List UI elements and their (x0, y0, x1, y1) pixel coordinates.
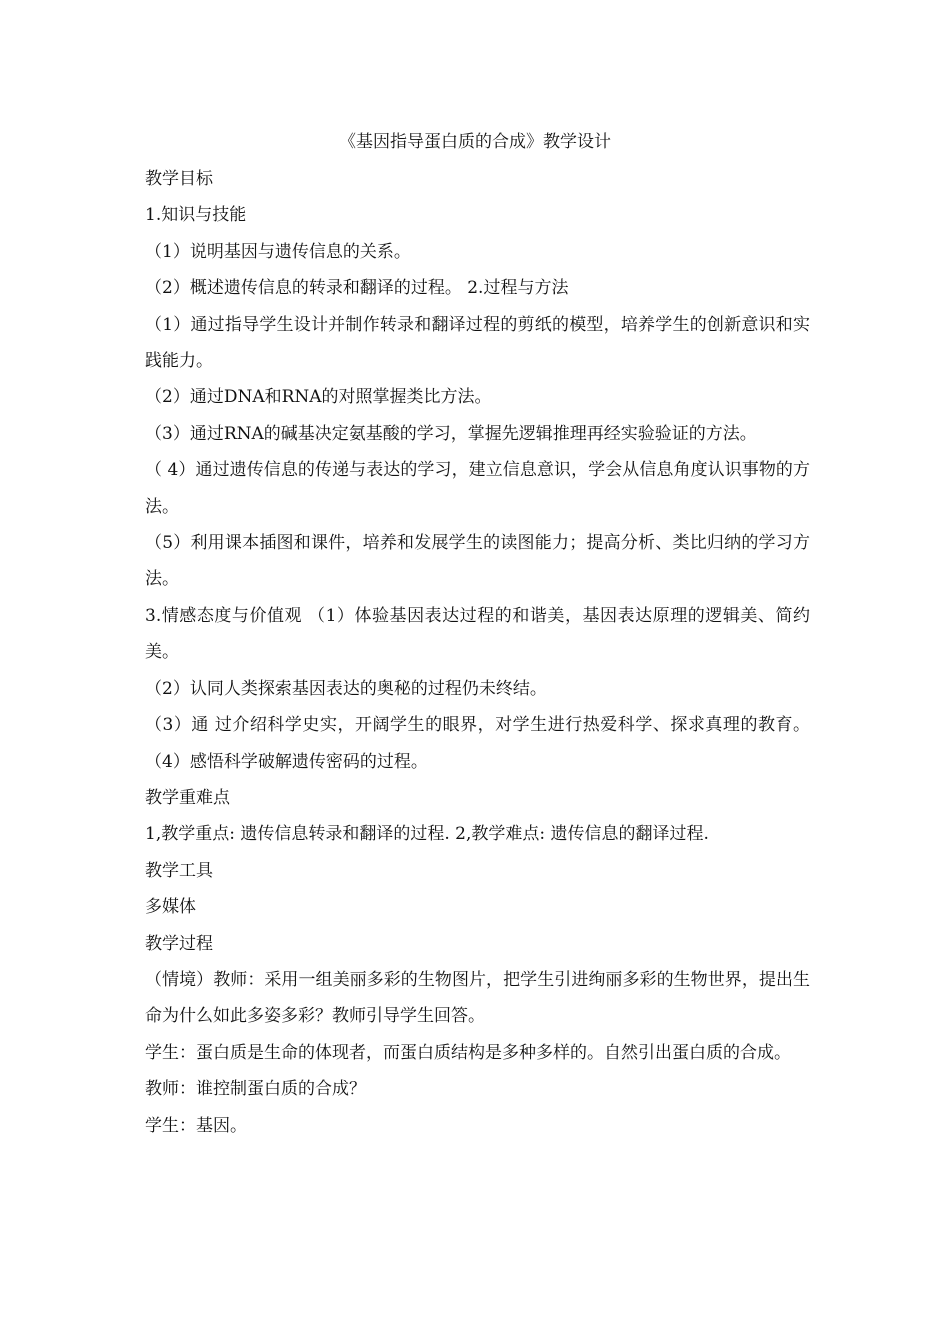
paragraph: （2）通过DNA和RNA的对照掌握类比方法。 (145, 387, 492, 408)
paragraph: （1）说明基因与遗传信息的关系。 (145, 241, 411, 262)
paragraph: （2）认同人类探索基因表达的奥秘的过程仍未终结。 (145, 678, 547, 699)
document-body (145, 161, 810, 1144)
heading-tools: 教学工具 (145, 860, 213, 881)
paragraph: （3）通过RNA的碱基决定氨基酸的学习，掌握先逻辑推理再经实验验证的方法。 (145, 423, 757, 444)
paragraph: （1）通过指导学生设计并制作转录和翻译过程的剪纸的模型，培养学生的创新意识和实践能力。 (145, 314, 810, 372)
paragraph: 多媒体 (145, 897, 196, 918)
paragraph: （情境）教师：采用一组美丽多彩的生物图片，把学生引进绚丽多彩的生物世界，提出生命为什么如此多姿多彩？教师引导学生回答。 (145, 969, 810, 1027)
paragraph: 学生：蛋白质是生命的体现者，而蛋白质结构是多种多样的。自然引出蛋白质的合成。 (145, 1042, 791, 1063)
paragraph: （3）通 过介绍科学史实，开阔学生的眼界，对学生进行热爱科学、探求真理的教育。 （4）感悟科学破解遗传密码的过程。 (145, 715, 810, 772)
paragraph: 1,教学重点: 遗传信息转录和翻译的过程. 2,教学难点: 遗传信息的翻译过程. (145, 824, 709, 845)
document-title: 《基因指导蛋白质的合成》教学设计 (339, 132, 611, 152)
paragraph: （5）利用课本插图和课件，培养和发展学生的读图能力；提高分析、类比归纳的学习方法。 (145, 533, 810, 590)
paragraph: 1.知识与技能 (145, 205, 247, 226)
paragraph: 学生：基因。 (145, 1115, 247, 1136)
heading-objectives: 教学目标 (145, 169, 213, 189)
heading-process: 教学过程 (145, 933, 213, 954)
paragraph: 教师：谁控制蛋白质的合成？ (145, 1079, 366, 1100)
paragraph: 3.情感态度与价值观 （1）体验基因表达过程的和谐美，基因表达原理的逻辑美、简约美。 (145, 605, 810, 663)
paragraph: （ 4）通过遗传信息的传递与表达的学习，建立信息意识，学会从信息角度认识事物的方法。 (145, 460, 810, 517)
paragraph: （2）概述遗传信息的转录和翻译的过程。 2.过程与方法 (145, 278, 569, 299)
heading-key-points: 教学重难点 (145, 787, 230, 808)
